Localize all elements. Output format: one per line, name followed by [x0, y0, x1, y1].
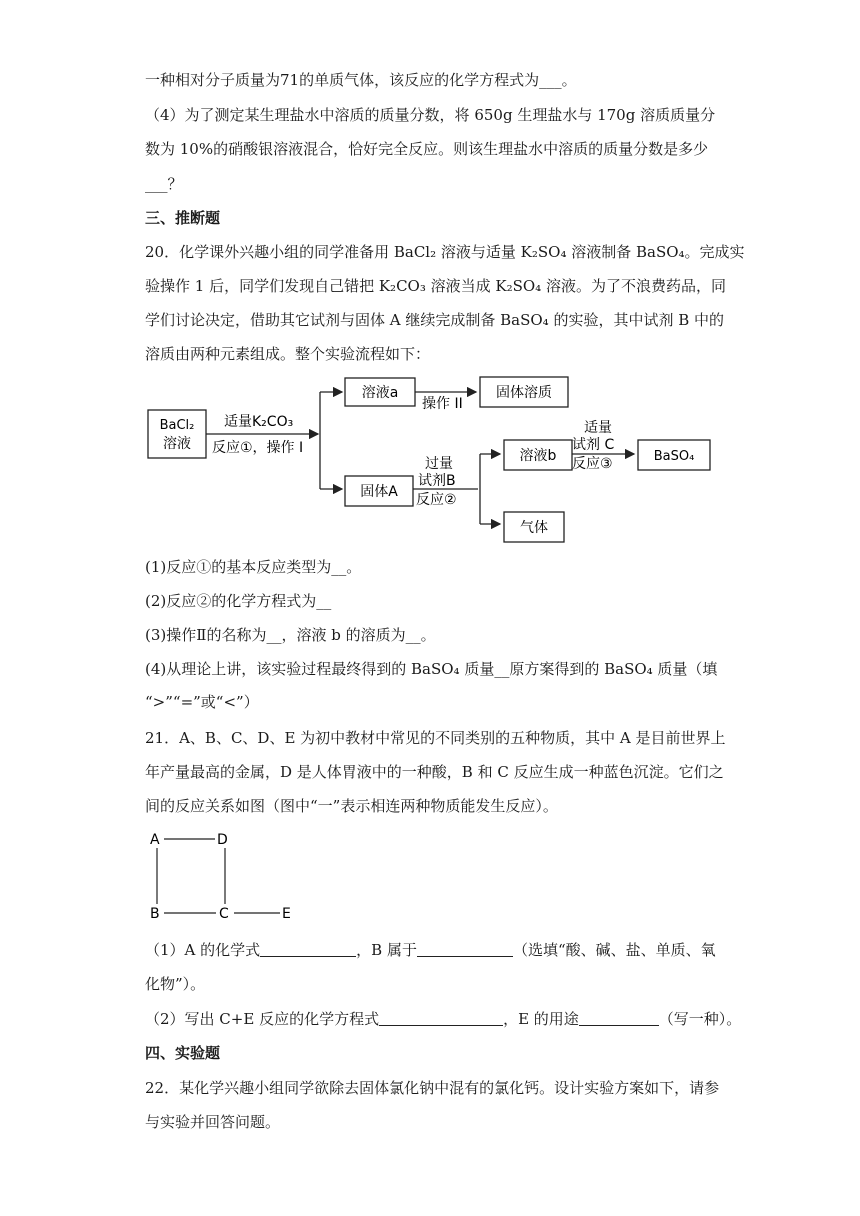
- baso4-label: BaSO₄: [653, 449, 695, 464]
- section-heading-inference: 三、推断题: [145, 209, 221, 227]
- text-line: 与实验并回答问题。: [145, 1113, 281, 1131]
- text-line: 数为 10%的硝酸银溶液混合，恰好完全反应。则该生理盐水中溶质的质量分数是多少: [145, 140, 709, 158]
- bacl2-formula: BaCl₂: [159, 418, 195, 433]
- text-segment: （2）写出 C+E 反应的化学方程式: [145, 1010, 380, 1028]
- text-line: 化物”）。: [145, 975, 206, 993]
- node-a: A: [150, 832, 160, 848]
- answer-blank[interactable]: [579, 1011, 659, 1026]
- question-21-part-1: [145, 940, 717, 960]
- section-heading-experiment: 四、实验题: [145, 1044, 221, 1062]
- solution-a-label: 溶液a: [361, 385, 399, 401]
- answer-blank[interactable]: [417, 942, 513, 957]
- text-line: (1)反应①的基本反应类型为__。: [145, 558, 362, 576]
- relation-graph: [146, 826, 306, 926]
- reaction-3-label: 反应③: [572, 456, 613, 472]
- text-line: 溶质由两种元素组成。整个实验流程如下：: [145, 345, 431, 363]
- text-line: (3)操作Ⅱ的名称为__，溶液 b 的溶质为__。: [145, 626, 436, 644]
- reagent-c-label: 试剂 C: [572, 437, 615, 453]
- text-line: 一种相对分子质量为71的单质气体，该反应的化学方程式为___。: [145, 71, 577, 89]
- answer-blank[interactable]: [260, 942, 356, 957]
- node-d: D: [217, 832, 228, 848]
- gas-label: 气体: [520, 520, 548, 536]
- reagent-b-label: 试剂B: [418, 473, 456, 489]
- solid-a-label: 固体A: [360, 484, 398, 500]
- text-segment: （1）A 的化学式: [145, 941, 261, 959]
- arrow1-top-label: 适量K₂CO₃: [224, 414, 294, 430]
- node-e: E: [282, 906, 291, 922]
- experiment-flow-diagram: [140, 372, 720, 550]
- node-c: C: [219, 906, 229, 922]
- text-line: 20．化学课外兴趣小组的同学准备用 BaCl₂ 溶液与适量 K₂SO₄ 溶液制备 BaSO₄。完成实: [145, 243, 745, 261]
- text-segment: （选填“酸、碱、盐、单质、氧: [512, 941, 716, 959]
- text-line: 22．某化学兴趣小组同学欲除去固体氯化钠中混有的氯化钙。设计实验方案如下，请参: [145, 1079, 720, 1097]
- answer-blank[interactable]: [379, 1011, 503, 1026]
- operation-2-label: 操作 II: [422, 396, 463, 412]
- text-line: 验操作 1 后，同学们发现自己错把 K₂CO₃ 溶液当成 K₂SO₄ 溶液。为了不浪费药品，同: [145, 277, 726, 295]
- proper-label: 适量: [584, 420, 612, 436]
- text-line: ___？: [145, 175, 183, 193]
- text-line: 年产量最高的金属，D 是人体胃液中的一种酸，B 和 C 反应生成一种蓝色沉淀。它们之: [145, 763, 724, 781]
- solution-b-label: 溶液b: [519, 448, 557, 464]
- text-line: 间的反应关系如图（图中“一”表示相连两种物质能发生反应）。: [145, 797, 558, 815]
- text-line: 学们讨论决定，借助其它试剂与固体 A 继续完成制备 BaSO₄ 的实验，其中试剂 B 中的: [145, 311, 725, 329]
- question-21-part-2: [145, 1009, 742, 1029]
- node-b: B: [150, 906, 160, 922]
- text-line: （4）为了测定某生理盐水中溶质的质量分数，将 650g 生理盐水与 170g 溶质质量分: [145, 106, 716, 124]
- excess-label: 过量: [425, 456, 453, 472]
- solid-solute-label: 固体溶质: [496, 385, 552, 401]
- text-line: (4)从理论上讲，该实验过程最终得到的 BaSO₄ 质量__原方案得到的 BaSO₄ 质量（填: [145, 660, 718, 678]
- bacl2-solution: 溶液: [163, 436, 191, 452]
- text-segment: ，B 属于: [356, 941, 417, 959]
- text-line: “>”“=”或“<”）: [145, 693, 259, 711]
- arrow1-bottom-label: 反应①，操作 I: [212, 440, 304, 456]
- text-segment: ，E 的用途: [503, 1010, 579, 1028]
- text-segment: （写一种）。: [658, 1010, 742, 1028]
- text-line: 21．A、B、C、D、E 为初中教材中常见的不同类别的五种物质，其中 A 是目前世界上: [145, 729, 726, 747]
- text-line: (2)反应②的化学方程式为__: [145, 592, 332, 610]
- reaction-2-label: 反应②: [416, 492, 457, 508]
